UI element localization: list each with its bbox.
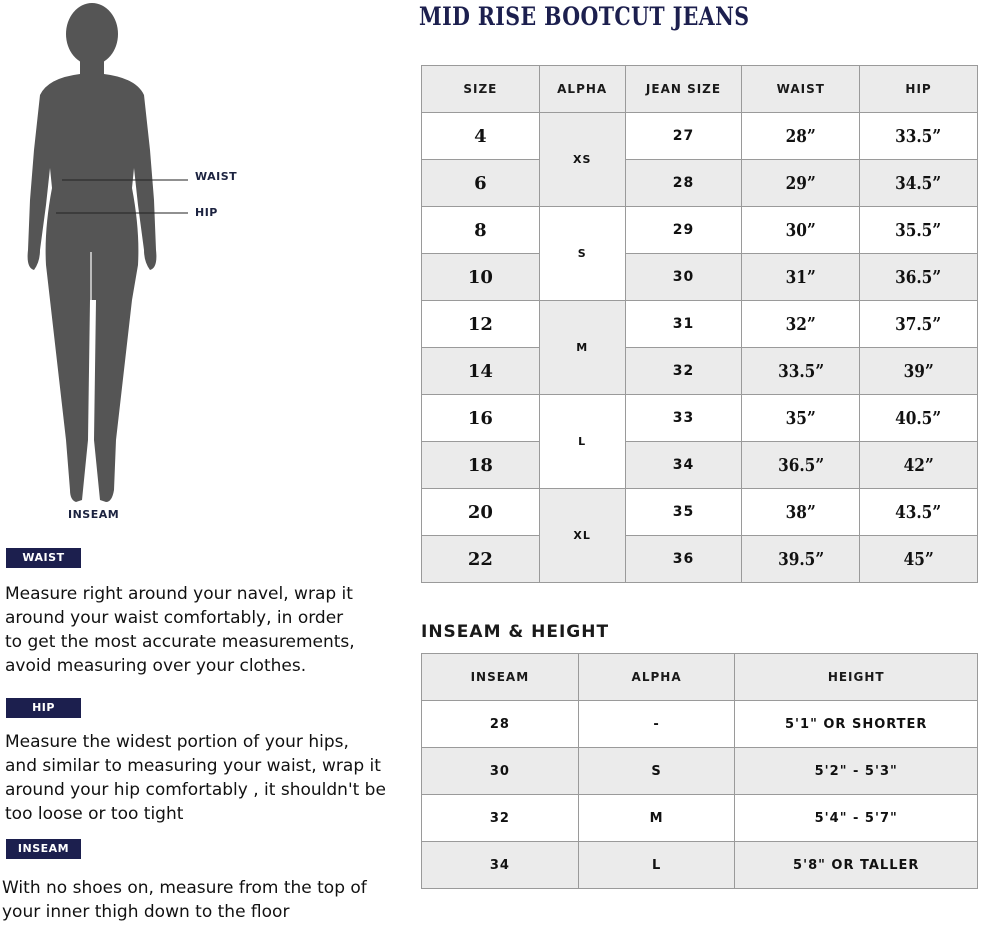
jean-size-cell: 34 [625,442,742,489]
header-height: HEIGHT [735,654,978,701]
hip-cell [860,160,978,207]
waist-value: 28” [785,125,816,147]
height-cell: 5'1" OR SHORTER [735,701,978,748]
table-row [422,395,978,442]
waist-cell [742,442,860,489]
waist-value: 32” [785,313,816,335]
hip-value: 40.5” [895,407,942,429]
waist-cell [742,207,860,254]
alpha-cell: M [578,795,735,842]
size-cell: 8 [422,207,540,254]
waist-cell [742,489,860,536]
alpha-cell: - [578,701,735,748]
size-table-header-row [422,66,978,113]
inseam-cell: 32 [422,795,579,842]
hip-cell [860,536,978,583]
waist-cell [742,160,860,207]
hip-cell [860,348,978,395]
inseam-cell: 30 [422,748,579,795]
jean-size-cell: 27 [625,113,742,160]
header-hip: HIP [860,66,978,113]
size-cell: 10 [422,254,540,301]
size-cell: 4 [422,113,540,160]
height-cell: 5'8" OR TALLER [735,842,978,889]
waist-cell [742,348,860,395]
waist-value: 29” [785,172,816,194]
hip-cell [860,207,978,254]
hip-cell [860,254,978,301]
waist-value: 39.5” [777,548,824,570]
jean-size-cell: 30 [625,254,742,301]
alpha-cell: M [539,301,625,395]
waist-cell [742,113,860,160]
waist-marker-label: WAIST [195,170,238,183]
jean-size-cell: 31 [625,301,742,348]
height-cell: 5'2" - 5'3" [735,748,978,795]
table-row [422,301,978,348]
size-cell: 22 [422,536,540,583]
jean-size-cell: 36 [625,536,742,583]
hip-value: 43.5” [895,501,942,523]
alpha-cell: L [539,395,625,489]
table-row [422,842,978,889]
waist-description: Measure right around your navel, wrap it around your waist comfortably, in order to get the most accurate measurements, avoid measuring over your clothes. [5,584,355,676]
page-title: MID RISE BOOTCUT JEANS [419,2,750,31]
hip-value: 45” [903,548,934,570]
hip-cell [860,395,978,442]
header-waist: WAIST [742,66,860,113]
hip-value: 39” [903,360,934,382]
alpha-cell: S [578,748,735,795]
size-cell: 12 [422,301,540,348]
table-row [422,489,978,536]
size-cell: 16 [422,395,540,442]
hip-value: 36.5” [895,266,942,288]
table-row [422,207,978,254]
table-row [422,113,978,160]
size-cell: 6 [422,160,540,207]
header-alpha: ALPHA [539,66,625,113]
header-jean-size: JEAN SIZE [625,66,742,113]
header-inseam: INSEAM [422,654,579,701]
hip-description: Measure the widest portion of your hips, and similar to measuring your waist, wrap it around your hip comfortably , it shouldn't be too loose or too tight [5,732,386,824]
waist-cell [742,395,860,442]
inseam-cell: 34 [422,842,579,889]
waist-cell [742,254,860,301]
table-row [422,795,978,842]
inseam-cell: 28 [422,701,579,748]
waist-badge: WAIST [6,548,81,568]
table-row [422,748,978,795]
hip-cell [860,442,978,489]
waist-value: 30” [785,219,816,241]
table-row [422,442,978,489]
hip-value: 42” [903,454,934,476]
hip-marker-label: HIP [195,206,218,219]
waist-value: 38” [785,501,816,523]
inseam-description: With no shoes on, measure from the top of your inner thigh down to the floor [2,878,367,922]
alpha-cell: L [578,842,735,889]
waist-value: 31” [785,266,816,288]
hip-value: 37.5” [895,313,942,335]
table-row [422,701,978,748]
size-cell: 20 [422,489,540,536]
hip-value: 33.5” [895,125,942,147]
hip-value: 35.5” [895,219,942,241]
table-row [422,536,978,583]
waist-cell [742,536,860,583]
table-row [422,160,978,207]
inseam-marker-label: INSEAM [68,508,120,521]
hip-badge: HIP [6,698,81,718]
height-cell: 5'4" - 5'7" [735,795,978,842]
table-row [422,254,978,301]
jean-size-cell: 29 [625,207,742,254]
silhouette-illustration [0,0,240,530]
hip-cell [860,113,978,160]
table-row [422,348,978,395]
hip-cell [860,489,978,536]
inseam-table-header-row [422,654,978,701]
jean-size-cell: 32 [625,348,742,395]
jean-size-cell: 28 [625,160,742,207]
header-size: SIZE [422,66,540,113]
inseam-section-title: INSEAM & HEIGHT [421,622,610,642]
waist-cell [742,301,860,348]
waist-value: 35” [785,407,816,429]
header-alpha: ALPHA [578,654,735,701]
inseam-height-table [421,653,978,889]
jean-size-cell: 33 [625,395,742,442]
alpha-cell: S [539,207,625,301]
jean-size-cell: 35 [625,489,742,536]
alpha-cell: XL [539,489,625,583]
inseam-badge: INSEAM [6,839,81,859]
alpha-cell: XS [539,113,625,207]
waist-value: 33.5” [777,360,824,382]
hip-cell [860,301,978,348]
body-figure [0,0,240,530]
size-chart-table [421,65,978,583]
waist-value: 36.5” [777,454,824,476]
hip-value: 34.5” [895,172,942,194]
size-cell: 18 [422,442,540,489]
size-cell: 14 [422,348,540,395]
